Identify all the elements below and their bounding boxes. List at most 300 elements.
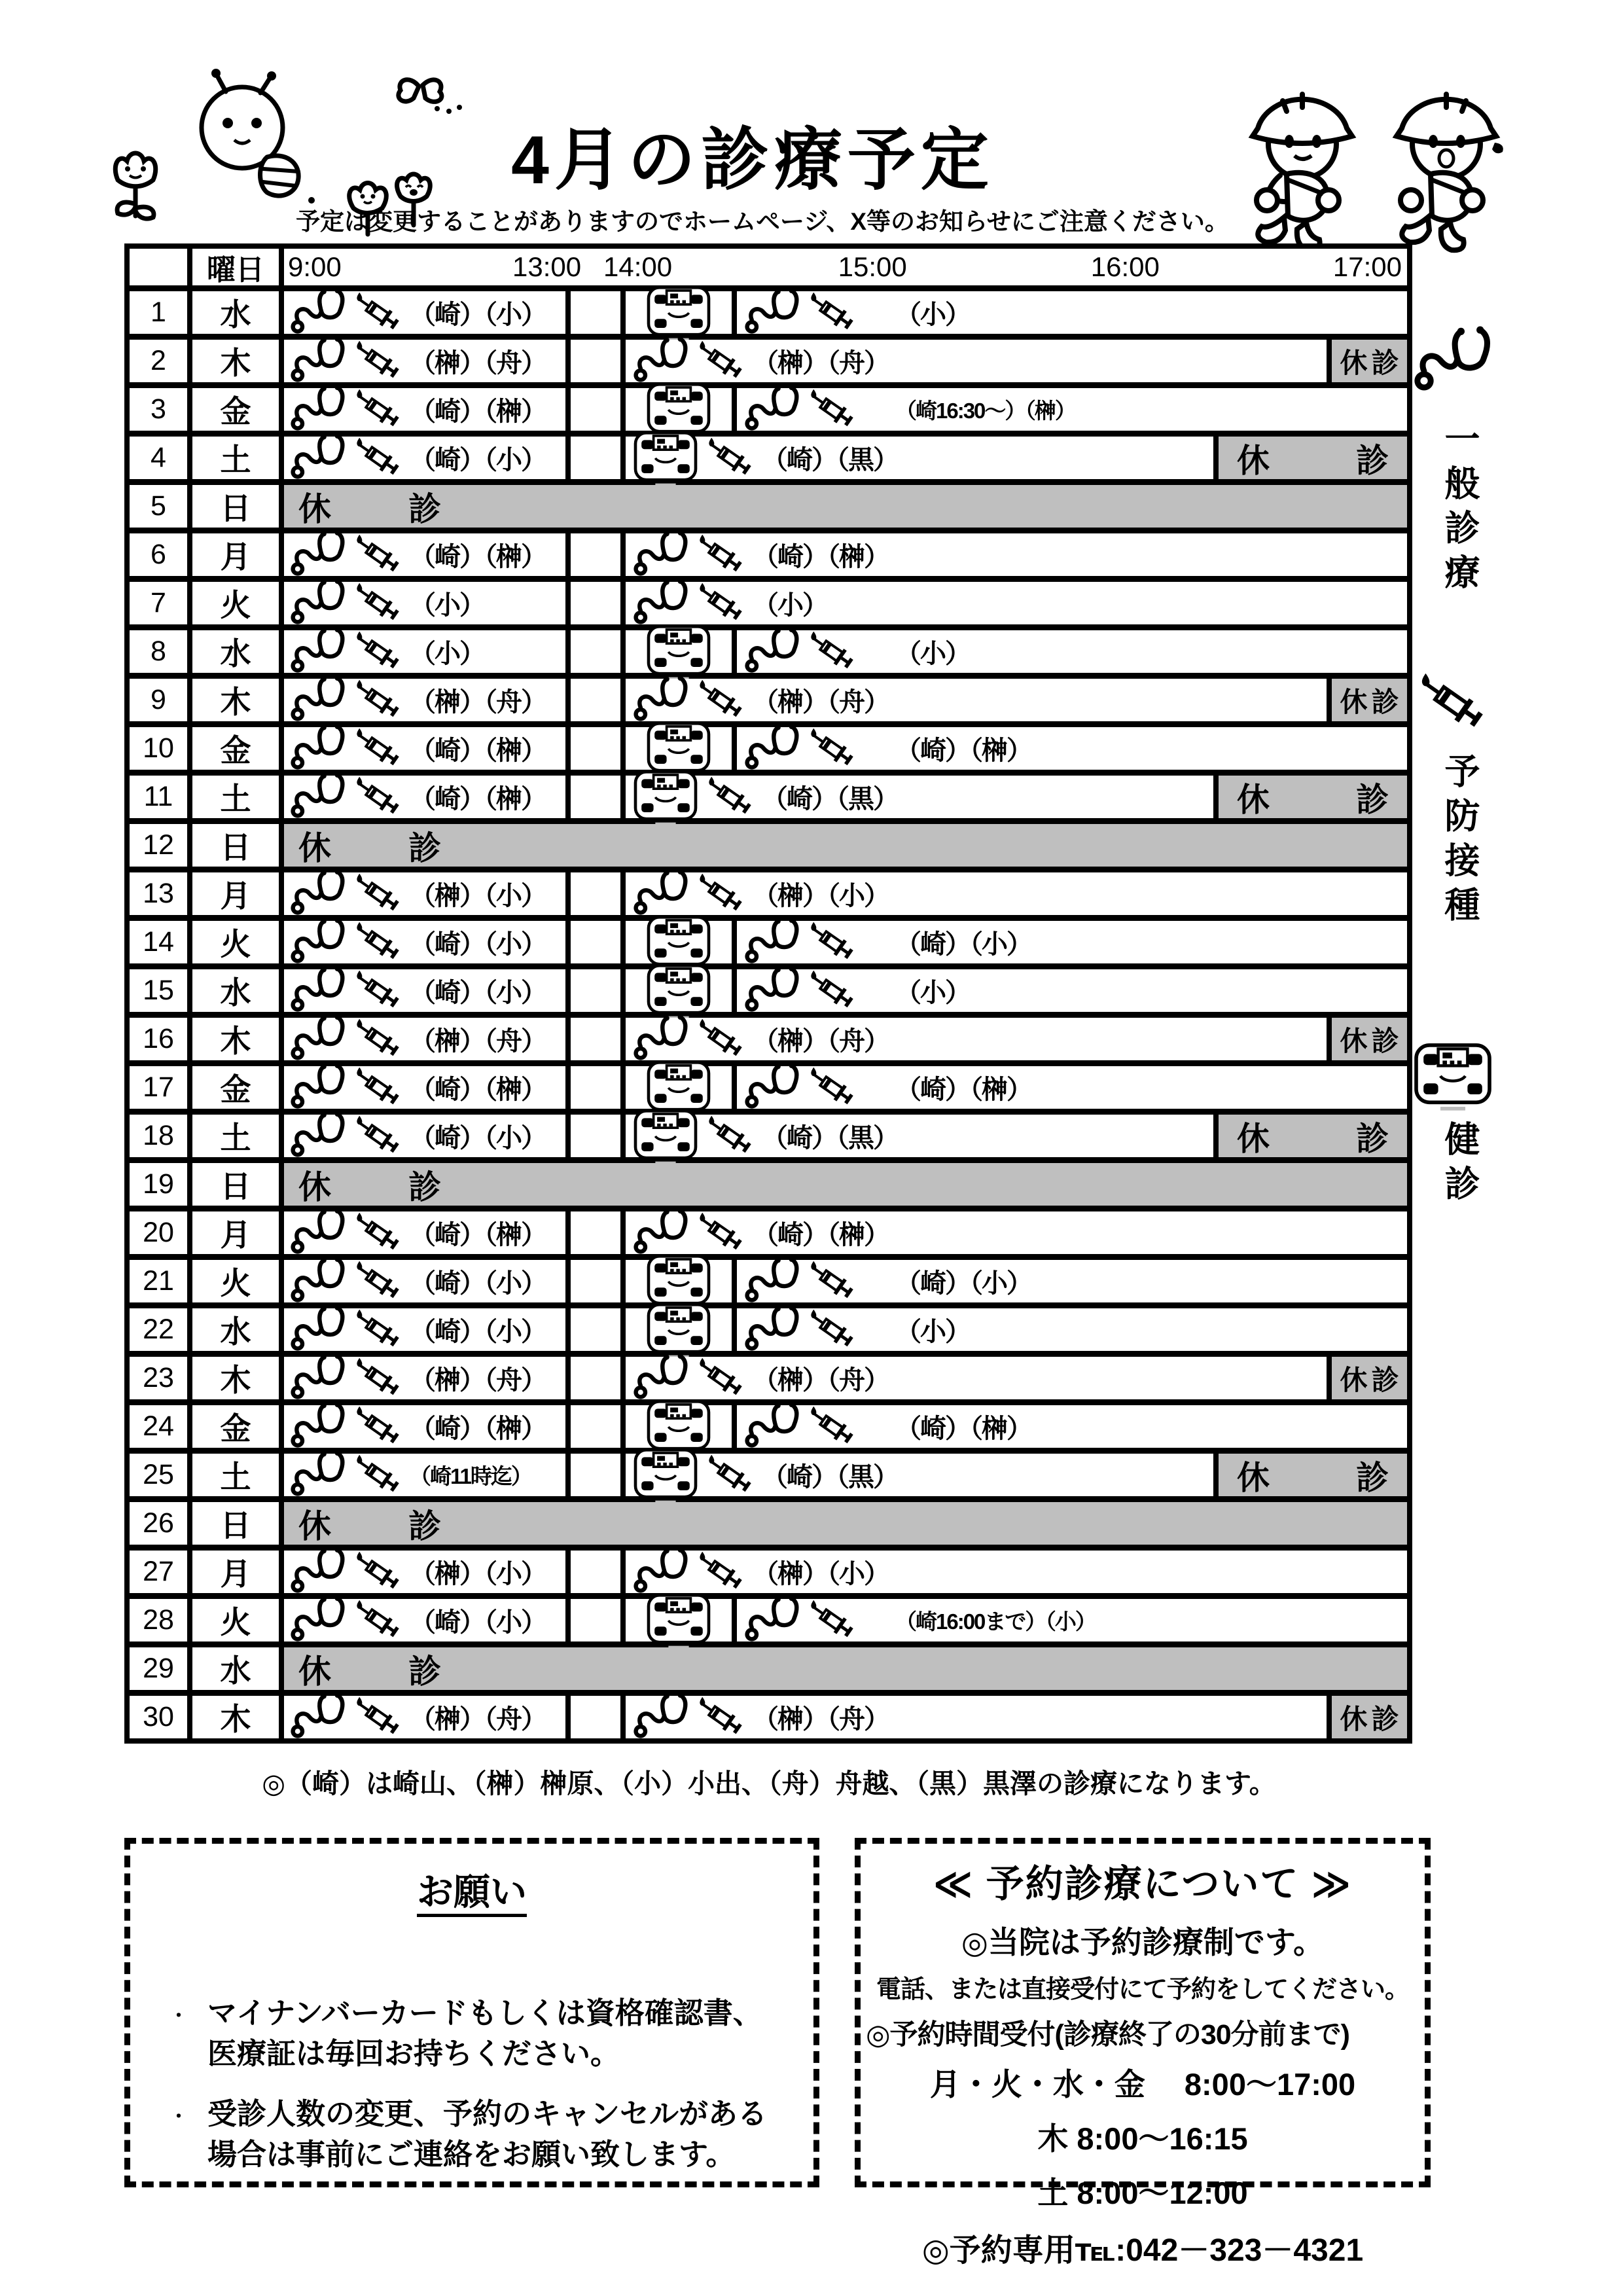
request-box-title: お願い xyxy=(417,1871,527,1912)
weekday: 火 xyxy=(192,921,279,963)
stethoscope-icon xyxy=(289,288,347,338)
stethoscope-icon xyxy=(743,918,801,967)
doctor-label: （榊）（舟） xyxy=(410,1705,546,1734)
afternoon-cell xyxy=(626,679,1327,721)
doctor-label: （榊）（舟） xyxy=(410,1366,546,1395)
syringe-icon xyxy=(695,870,747,918)
day-number: 19 xyxy=(130,1163,187,1206)
request-list-item xyxy=(150,1993,790,2074)
morning-cell xyxy=(284,679,565,721)
syringe-icon xyxy=(704,435,757,482)
morning-cell xyxy=(284,1599,565,1641)
afternoon-cell xyxy=(737,388,1407,431)
syringe-icon xyxy=(695,531,747,579)
doctor-label: （榊）（小） xyxy=(753,1560,889,1588)
morning-cell xyxy=(284,630,565,673)
closed-label: 診 xyxy=(1371,347,1399,378)
stethoscope-icon xyxy=(289,772,347,822)
syringe-icon xyxy=(352,435,404,482)
morning-cell xyxy=(284,776,565,818)
request-item-text: マイナンバーカードもしくは資格確認書、医療証は毎回お持ちください。 xyxy=(207,1996,762,2071)
schedule-area xyxy=(284,1647,1407,1690)
table-row xyxy=(130,679,1407,721)
syringe-icon xyxy=(352,967,404,1014)
table-row xyxy=(130,1696,1407,1738)
afternoon-cell xyxy=(737,1599,1407,1641)
reservation-box-title: ≪ 予約診療について ≫ xyxy=(933,1863,1353,1905)
doctor-label: （崎）（黒） xyxy=(762,785,898,814)
sidebar-label-general-care: 一般診療 xyxy=(1440,420,1479,598)
afternoon-cell xyxy=(626,1018,1327,1060)
schedule-area xyxy=(284,1454,1407,1496)
doctor-label: （崎16:30～）（榊） xyxy=(895,399,1075,423)
closed-label: 休 xyxy=(298,1653,331,1690)
morning-cell xyxy=(284,1115,565,1157)
weekday: 日 xyxy=(192,824,279,867)
schedule-area xyxy=(284,1115,1407,1157)
schedule-area xyxy=(284,388,1407,431)
doctor-label: （崎）（小） xyxy=(895,930,1031,959)
weekday: 土 xyxy=(192,437,279,479)
morning-cell xyxy=(284,1018,565,1060)
closed-evening-cell xyxy=(1219,1115,1407,1157)
closed-label: 休 xyxy=(298,490,331,528)
syringe-icon xyxy=(806,1597,859,1644)
stethoscope-icon xyxy=(1412,326,1493,397)
afternoon-cell xyxy=(626,872,1407,915)
stethoscope-icon xyxy=(289,675,347,725)
lunch-gap-cell xyxy=(571,1599,620,1641)
closed-label: 診 xyxy=(408,490,441,528)
syringe-icon xyxy=(704,774,757,821)
morning-cell xyxy=(284,1357,565,1399)
weekday: 火 xyxy=(192,1260,279,1302)
syringe-icon xyxy=(695,677,747,724)
schedule-area xyxy=(284,291,1407,334)
lunch-gap-cell xyxy=(571,969,620,1012)
weekday: 日 xyxy=(192,485,279,528)
lunch-gap-cell xyxy=(571,1066,620,1109)
syringe-icon xyxy=(352,1597,404,1644)
health-scale-icon xyxy=(632,1106,699,1166)
table-row xyxy=(130,1599,1407,1641)
request-item-text: 受診人数の変更、予約のキャンセルがある場合は事前にご連絡をお願い致します。 xyxy=(207,2097,768,2172)
day-number: 15 xyxy=(130,969,187,1012)
weekday: 土 xyxy=(192,776,279,818)
closed-label: 休 xyxy=(1237,1120,1270,1157)
weekday: 月 xyxy=(192,872,279,915)
stethoscope-icon xyxy=(743,724,801,774)
lunch-gap-cell xyxy=(571,1696,620,1738)
morning-cell xyxy=(284,969,565,1012)
table-row xyxy=(130,1502,1407,1545)
weekday: 金 xyxy=(192,388,279,431)
stethoscope-icon xyxy=(289,869,347,919)
syringe-icon xyxy=(352,628,404,675)
schedule-area xyxy=(284,1260,1407,1302)
weekday: 水 xyxy=(192,969,279,1012)
schedule-area xyxy=(284,727,1407,770)
syringe-icon xyxy=(806,386,859,433)
lunch-gap-cell xyxy=(571,1357,620,1399)
syringe-icon xyxy=(352,870,404,918)
afternoon-cell xyxy=(626,340,1327,382)
doctor-label: （崎11時迄） xyxy=(410,1464,531,1488)
stethoscope-icon xyxy=(289,627,347,677)
afternoon-cell xyxy=(737,969,1407,1012)
doctor-label: （榊）（舟） xyxy=(753,1705,889,1734)
doctor-label: （崎）（榊） xyxy=(410,736,546,765)
table-row xyxy=(130,1551,1407,1593)
closed-evening-cell xyxy=(1219,1454,1407,1496)
health-scale-icon xyxy=(1412,1039,1493,1113)
syringe-icon xyxy=(806,1258,859,1305)
lunch-gap-cell xyxy=(571,1115,620,1157)
syringe-icon xyxy=(352,1016,404,1063)
doctor-label: （榊）（舟） xyxy=(753,688,889,717)
schedule-area xyxy=(284,1696,1407,1738)
schedule-area xyxy=(284,1405,1407,1448)
stethoscope-icon xyxy=(289,1257,347,1306)
stethoscope-icon xyxy=(289,724,347,774)
schedule-area xyxy=(284,1551,1407,1593)
weekday: 月 xyxy=(192,1211,279,1254)
stethoscope-icon xyxy=(289,1063,347,1113)
syringe-icon xyxy=(352,531,404,579)
stethoscope-icon xyxy=(632,1693,690,1742)
stethoscope-icon xyxy=(289,1305,347,1355)
time-label: 16:00 xyxy=(1090,251,1160,282)
health-scale-icon xyxy=(645,1590,712,1651)
closed-label: 診 xyxy=(408,1168,441,1206)
weekday: 土 xyxy=(192,1115,279,1157)
health-scale-icon xyxy=(645,961,712,1021)
day-number: 24 xyxy=(130,1405,187,1448)
stethoscope-icon xyxy=(289,385,347,435)
corner-cell xyxy=(130,249,187,285)
doctor-label: （崎）（小） xyxy=(895,1269,1031,1298)
closed-label: 診 xyxy=(1371,1364,1399,1395)
closed-label: 休 xyxy=(1340,1703,1368,1734)
schedule-area xyxy=(284,485,1407,528)
table-row xyxy=(130,630,1407,673)
closed-evening-cell xyxy=(1332,679,1407,721)
syringe-icon xyxy=(352,725,404,772)
schedule-area xyxy=(284,437,1407,479)
syringe-icon xyxy=(704,1452,757,1499)
doctor-label: （崎）（榊） xyxy=(410,785,546,814)
weekday: 木 xyxy=(192,340,279,382)
syringe-icon xyxy=(695,1016,747,1063)
table-row xyxy=(130,1066,1407,1109)
lunch-gap-cell xyxy=(571,776,620,818)
day-number: 28 xyxy=(130,1599,187,1641)
day-number: 2 xyxy=(130,340,187,382)
day-number: 21 xyxy=(130,1260,187,1302)
morning-cell xyxy=(284,388,565,431)
health-scale-icon xyxy=(645,1300,712,1360)
doctor-legend-note: ◎（崎）は崎山、（榊）榊原、（小）小出、（舟）舟越、（黒）黒澤の診療になります。 xyxy=(262,1768,1276,1799)
syringe-icon xyxy=(352,1113,404,1160)
doctor-label: （崎）（榊） xyxy=(753,543,889,571)
closed-evening-cell xyxy=(1332,340,1407,382)
weekday-header-cell: 曜日 xyxy=(192,249,279,285)
syringe-icon xyxy=(806,919,859,966)
stethoscope-icon xyxy=(289,530,347,580)
stethoscope-icon xyxy=(632,579,690,628)
schedule-table xyxy=(124,243,1412,1744)
closed-label: 休 xyxy=(1340,686,1368,717)
stethoscope-icon xyxy=(632,675,690,725)
afternoon-cell xyxy=(626,1551,1407,1593)
schedule-area xyxy=(284,969,1407,1012)
stethoscope-icon xyxy=(632,1547,690,1597)
schedule-area xyxy=(284,1357,1407,1399)
doctor-label: （榊）（舟） xyxy=(753,1366,889,1395)
lunch-gap-cell xyxy=(571,388,620,431)
page-title: 4月の診療予定 xyxy=(511,122,994,198)
table-row xyxy=(130,1211,1407,1254)
afternoon-cell xyxy=(737,727,1407,770)
lunch-gap-cell xyxy=(571,679,620,721)
doctor-label: （榊）（舟） xyxy=(410,688,546,717)
doctor-label: （崎）（榊） xyxy=(410,1414,546,1443)
doctor-label: （榊）（舟） xyxy=(410,1027,546,1056)
reservation-hours-line: 土 8:00～12:00 xyxy=(1037,2176,1248,2210)
schedule-area xyxy=(284,1163,1407,1206)
schedule-area xyxy=(284,1018,1407,1060)
doctor-label: （小） xyxy=(410,639,484,668)
doctor-label: （崎）（榊） xyxy=(895,1414,1031,1443)
morning-cell xyxy=(284,533,565,576)
syringe-icon xyxy=(352,1549,404,1596)
reservation-line-system: ◎当院は予約診療制です。 xyxy=(961,1925,1325,1960)
day-number: 5 xyxy=(130,485,187,528)
closed-all-day-cell xyxy=(284,824,1407,867)
day-number: 29 xyxy=(130,1647,187,1690)
table-row xyxy=(130,291,1407,334)
syringe-icon xyxy=(352,580,404,627)
doctor-label: （小） xyxy=(410,591,484,620)
day-number: 10 xyxy=(130,727,187,770)
health-scale-icon xyxy=(632,1445,699,1505)
morning-cell xyxy=(284,340,565,382)
stethoscope-icon xyxy=(632,869,690,919)
table-header-row xyxy=(130,249,1407,285)
closed-label: 診 xyxy=(408,829,441,867)
request-list-item xyxy=(150,2094,790,2175)
doctor-label: （小） xyxy=(895,1318,970,1346)
stethoscope-icon xyxy=(632,1014,690,1064)
table-row xyxy=(130,1018,1407,1060)
syringe-icon xyxy=(806,967,859,1014)
stethoscope-icon xyxy=(289,966,347,1016)
stethoscope-icon xyxy=(289,433,347,483)
syringe-icon xyxy=(352,1064,404,1111)
schedule-area xyxy=(284,1066,1407,1109)
table-row xyxy=(130,1260,1407,1302)
table-row xyxy=(130,1308,1407,1351)
schedule-area xyxy=(284,630,1407,673)
syringe-icon xyxy=(352,338,404,385)
doctor-label: （崎）（小） xyxy=(410,1318,546,1346)
closed-evening-cell xyxy=(1332,1018,1407,1060)
day-number: 25 xyxy=(130,1454,187,1496)
lunch-gap-cell xyxy=(571,1018,620,1060)
doctor-label: （崎）（榊） xyxy=(895,1075,1031,1104)
table-row xyxy=(130,1405,1407,1448)
stethoscope-icon xyxy=(632,1354,690,1403)
stethoscope-icon xyxy=(289,1450,347,1500)
schedule-area xyxy=(284,1308,1407,1351)
reservation-phone: ◎予約専用℡:042－323－4321 xyxy=(921,2233,1364,2268)
stethoscope-icon xyxy=(743,385,801,435)
weekday: 月 xyxy=(192,533,279,576)
weekday: 金 xyxy=(192,1066,279,1109)
syringe-icon xyxy=(695,1694,747,1741)
day-number: 1 xyxy=(130,291,187,334)
closed-label: 診 xyxy=(1371,1025,1399,1056)
day-number: 14 xyxy=(130,921,187,963)
weekday: 木 xyxy=(192,1018,279,1060)
doctor-label: （榊）（小） xyxy=(410,1560,546,1588)
stethoscope-icon xyxy=(743,1257,801,1306)
checkup-slot-cell xyxy=(626,921,732,963)
stethoscope-icon xyxy=(289,918,347,967)
checkup-slot-cell xyxy=(626,1066,732,1109)
lunch-gap-cell xyxy=(571,1551,620,1593)
time-label: 17:00 xyxy=(1332,251,1402,282)
closed-label: 休 xyxy=(1340,1364,1368,1395)
schedule-area xyxy=(284,921,1407,963)
afternoon-cell xyxy=(626,437,1213,479)
weekday: 木 xyxy=(192,1696,279,1738)
doctor-label: （崎）（榊） xyxy=(753,1221,889,1249)
weekday: 水 xyxy=(192,630,279,673)
stethoscope-icon xyxy=(743,1305,801,1355)
morning-cell xyxy=(284,1308,565,1351)
day-number: 6 xyxy=(130,533,187,576)
reservation-hours-line: 月・火・水・金 8:00～17:00 xyxy=(929,2067,1356,2102)
closed-all-day-cell xyxy=(284,485,1407,528)
syringe-icon xyxy=(352,1694,404,1741)
syringe-icon xyxy=(352,677,404,724)
closed-evening-cell xyxy=(1219,437,1407,479)
syringe-icon xyxy=(704,1113,757,1160)
doctor-label: （崎）（小） xyxy=(410,446,546,475)
morning-cell xyxy=(284,1066,565,1109)
closed-all-day-cell xyxy=(284,1502,1407,1545)
syringe-icon xyxy=(806,289,859,336)
request-box-items xyxy=(130,1993,813,2175)
reservation-hours-list xyxy=(861,2060,1425,2213)
health-scale-icon xyxy=(645,283,712,343)
lunch-gap-cell xyxy=(571,1308,620,1351)
table-row xyxy=(130,340,1407,382)
closed-all-day-cell xyxy=(284,1163,1407,1206)
syringe-icon xyxy=(352,289,404,336)
closed-label: 診 xyxy=(1371,686,1399,717)
weekday: 月 xyxy=(192,1551,279,1593)
syringe-icon xyxy=(352,1355,404,1402)
time-label: 9:00 xyxy=(288,251,342,282)
closed-label: 診 xyxy=(1356,781,1389,818)
health-scale-icon xyxy=(645,622,712,682)
table-row xyxy=(130,1115,1407,1157)
stethoscope-icon xyxy=(289,1693,347,1742)
lunch-gap-cell xyxy=(571,630,620,673)
syringe-icon xyxy=(806,1306,859,1354)
lunch-gap-cell xyxy=(571,1405,620,1448)
day-number: 9 xyxy=(130,679,187,721)
stethoscope-icon xyxy=(289,579,347,628)
day-number: 7 xyxy=(130,582,187,624)
schedule-area xyxy=(284,872,1407,915)
doctor-label: （榊）（小） xyxy=(753,882,889,910)
afternoon-cell xyxy=(626,1211,1407,1254)
afternoon-cell xyxy=(626,1696,1327,1738)
stethoscope-icon xyxy=(632,1208,690,1258)
day-number: 18 xyxy=(130,1115,187,1157)
syringe-icon xyxy=(352,1403,404,1450)
day-number: 27 xyxy=(130,1551,187,1593)
closed-label: 診 xyxy=(1356,1120,1389,1157)
afternoon-cell xyxy=(737,291,1407,334)
stethoscope-icon xyxy=(289,336,347,386)
checkup-slot-cell xyxy=(626,1260,732,1302)
table-row xyxy=(130,776,1407,818)
closed-label: 診 xyxy=(408,1507,441,1545)
closed-label: 休 xyxy=(1340,347,1368,378)
afternoon-cell xyxy=(737,630,1407,673)
lunch-gap-cell xyxy=(571,437,620,479)
request-box xyxy=(124,1838,819,2187)
morning-cell xyxy=(284,1551,565,1593)
syringe-icon xyxy=(352,1258,404,1305)
doctor-label: （榊）（小） xyxy=(410,882,546,910)
morning-cell xyxy=(284,437,565,479)
checkup-slot-cell xyxy=(626,969,732,1012)
health-scale-icon xyxy=(632,767,699,827)
closed-label: 休 xyxy=(1237,781,1270,818)
table-row xyxy=(130,1454,1407,1496)
morning-cell xyxy=(284,291,565,334)
stethoscope-icon xyxy=(289,1547,347,1597)
day-number: 8 xyxy=(130,630,187,673)
checkup-slot-cell xyxy=(626,388,732,431)
morning-cell xyxy=(284,872,565,915)
health-scale-icon xyxy=(632,428,699,488)
day-number: 13 xyxy=(130,872,187,915)
syringe-icon xyxy=(352,919,404,966)
closed-label: 診 xyxy=(1356,1459,1389,1496)
table-row xyxy=(130,437,1407,479)
afternoon-cell xyxy=(626,533,1407,576)
lunch-gap-cell xyxy=(571,1211,620,1254)
afternoon-cell xyxy=(737,1308,1407,1351)
day-number: 26 xyxy=(130,1502,187,1545)
doctor-label: （小） xyxy=(895,639,970,668)
closed-all-day-cell xyxy=(284,1647,1407,1690)
stethoscope-icon xyxy=(289,1111,347,1161)
closed-label: 診 xyxy=(1371,1703,1399,1734)
syringe-icon xyxy=(806,1403,859,1450)
weekday: 日 xyxy=(192,1502,279,1545)
sidebar-label-vaccination: 予防接種 xyxy=(1440,753,1479,931)
table-row xyxy=(130,969,1407,1012)
checkup-slot-cell xyxy=(626,1405,732,1448)
syringe-icon xyxy=(806,1064,859,1111)
